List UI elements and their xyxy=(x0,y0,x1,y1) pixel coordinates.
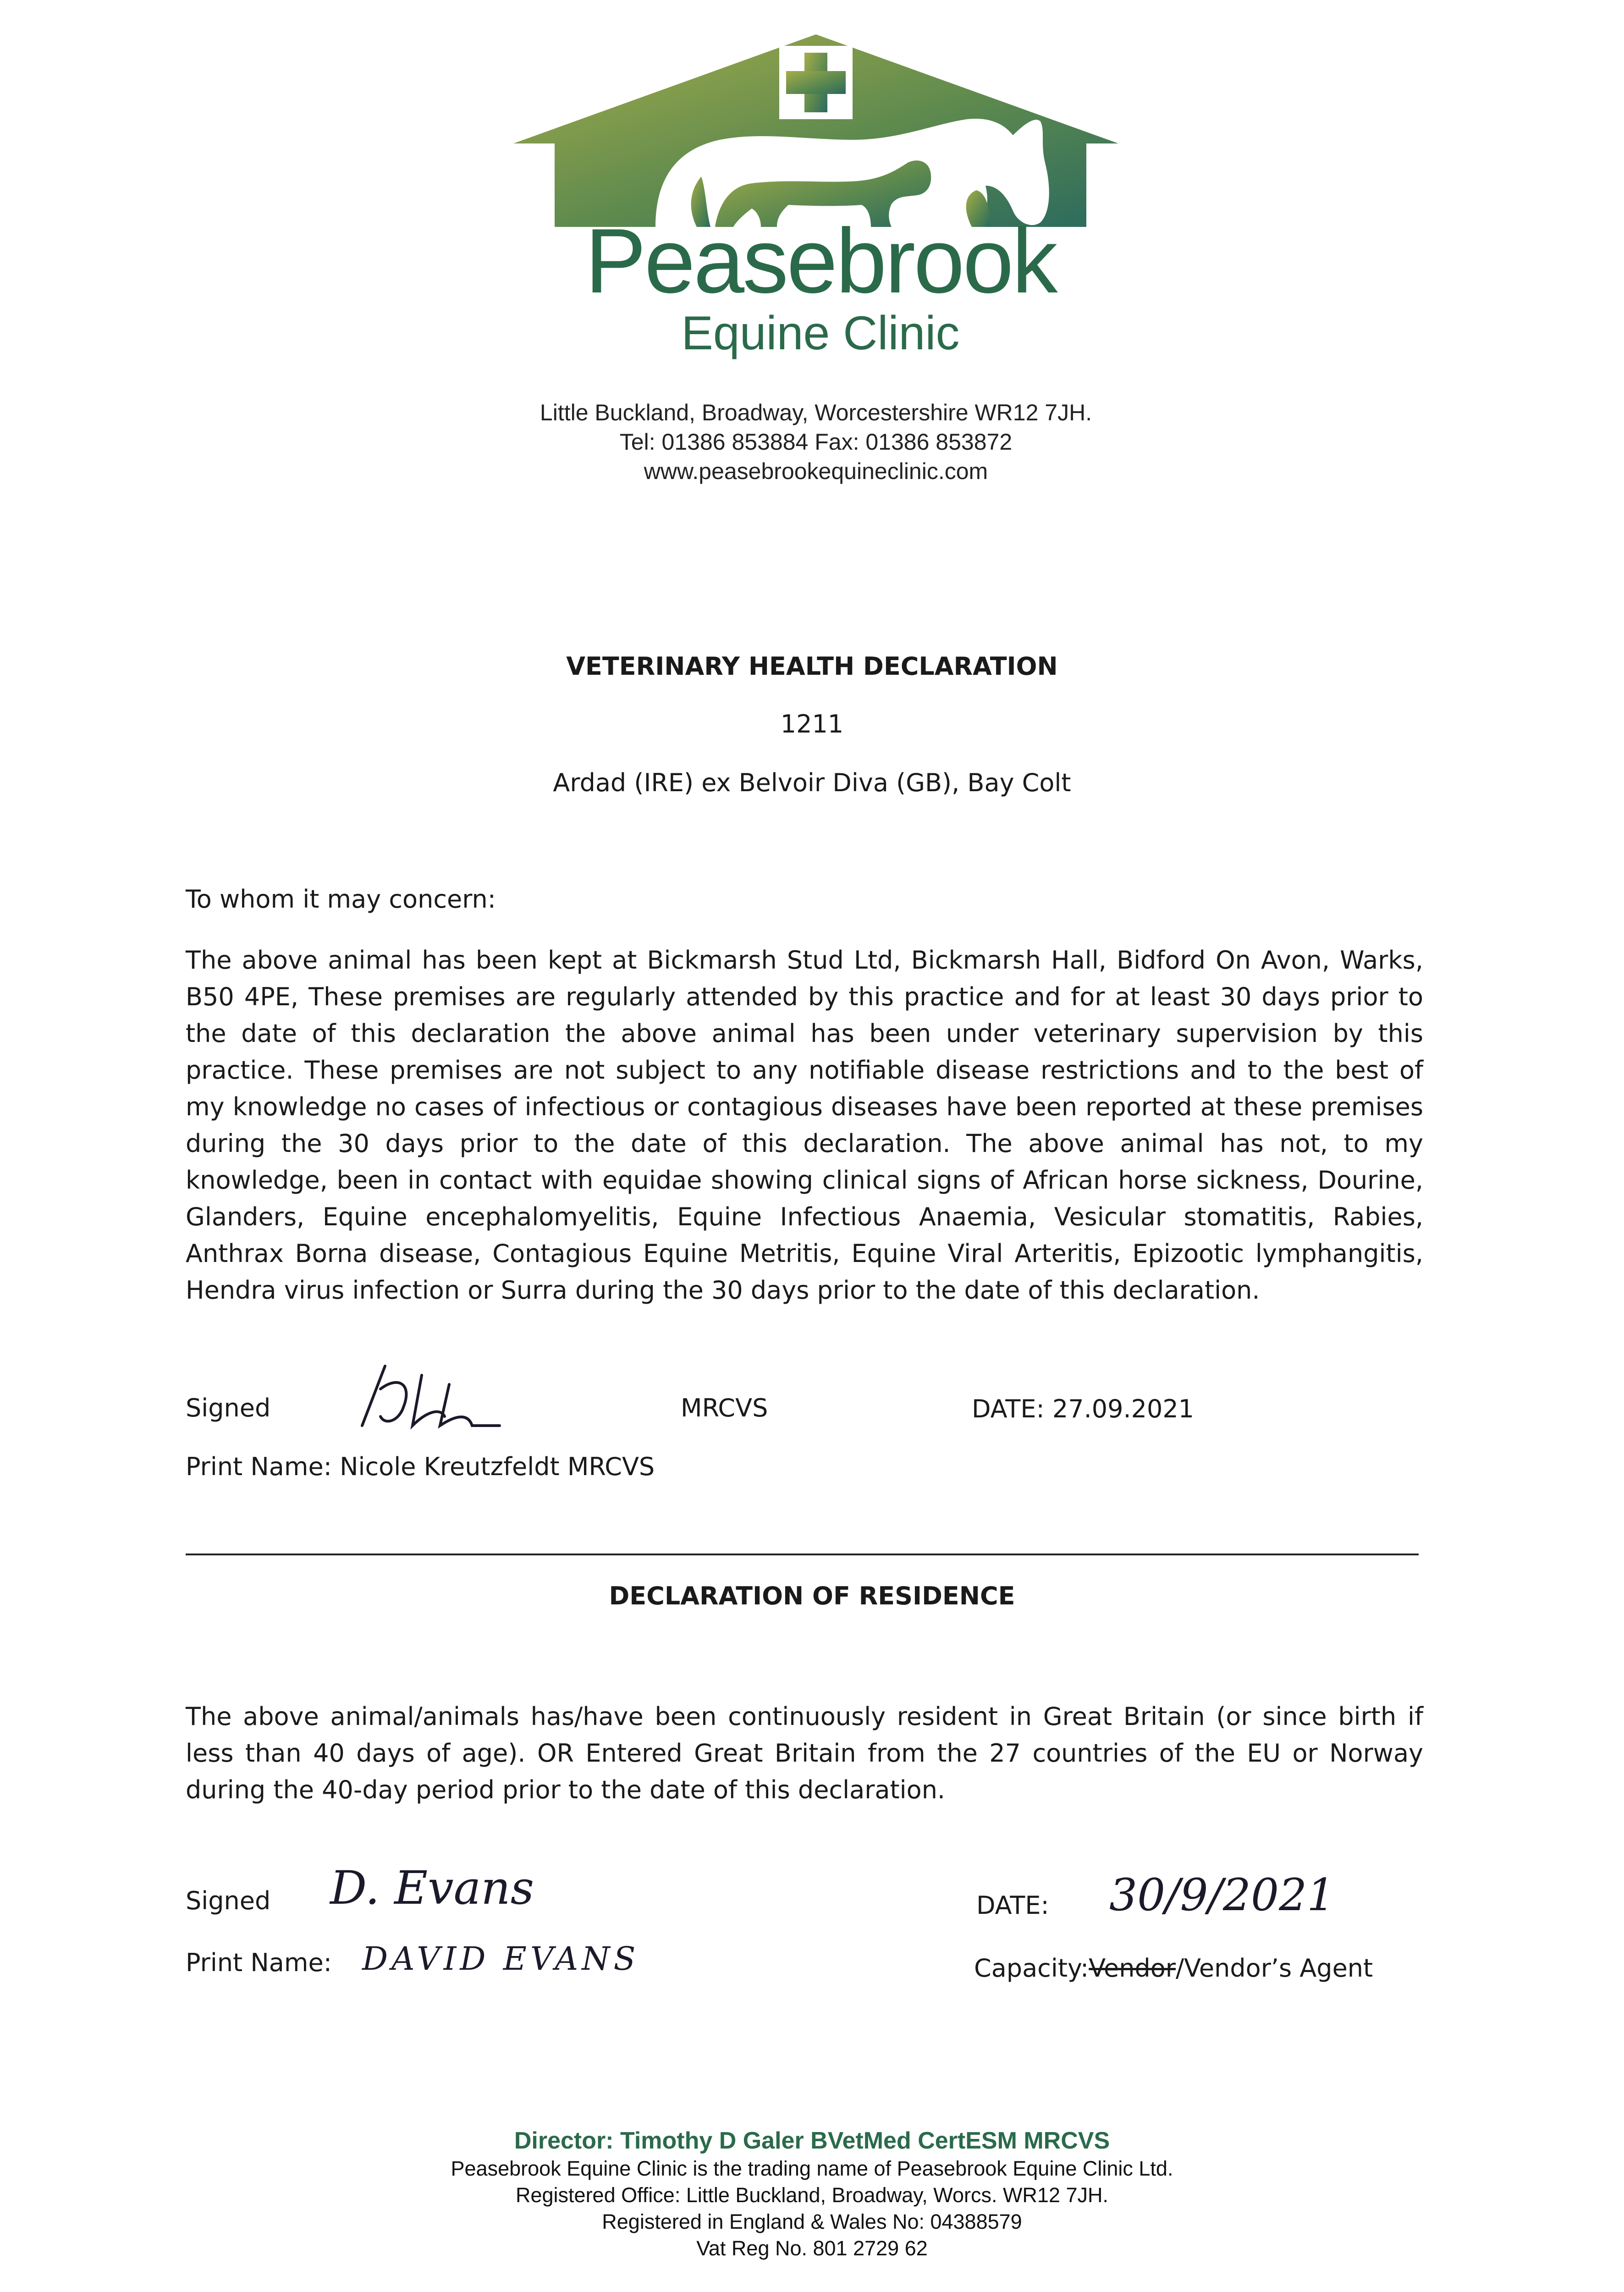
capacity-value: /Vendor’s Agent xyxy=(1175,1954,1373,1983)
footer xyxy=(0,2126,1624,2262)
residence-declaration-body: The above animal/animals has/have been continuously resident in Great Britain (or since birth if less than 40 days of age). OR Entered Great Britain from the 27 countries of the EU or Norway during the 40-day period prior to the date of this declaration. xyxy=(186,1702,1423,1804)
vendor-date-value: 30/9/2021 xyxy=(1109,1869,1335,1921)
website-link[interactable]: www.peasebrookequineclinic.com xyxy=(644,458,988,484)
health-declaration-body: The above animal has been kept at Bickmarsh Stud Ltd, Bickmarsh Hall, Bidford On Avon, Warks, B50 4PE, These premises are regularly attended by this practice and for at least 30 days prior to the date of this declaration the above animal has been under veterinary supervision by this practice. These premises are not subject to any notifiable disease restrictions and to the best of my knowledge no cases of infectious or contagious diseases have been reported at these premises during the 30 days prior to the date of this declaration. The above animal has not, to my knowledge, been in contact with equidae showing clinical signs of African horse sickness, Dourine, Glanders, Equine encephalomyelitis, Equine Infectious Anaemia, Vesicular stomatitis, Rabies, Anthrax Borna disease, Contagious Equine Metritis, Equine Viral Arteritis, Epizootic lymphangitis, Hendra virus infection or Surra during the 30 days prior to the date of this declaration. xyxy=(186,946,1423,1305)
footer-director: Director: Timothy D Galer BVetMed CertESM MRCVS xyxy=(514,2127,1110,2154)
animal-description: Ardad (IRE) ex Belvoir Diva (GB), Bay Colt xyxy=(553,768,1071,797)
vendor-print-name-value: DAVID EVANS xyxy=(362,1940,639,1978)
footer-trading-name: Peasebrook Equine Clinic is the trading name of Peasebrook Equine Clinic Ltd. xyxy=(451,2157,1173,2180)
vet-print-name-label: Print Name: xyxy=(186,1452,332,1481)
vet-date-label: DATE: xyxy=(972,1394,1045,1423)
reference-number: 1211 xyxy=(780,710,844,738)
vet-print-name-value: Nicole Kreutzfeldt MRCVS xyxy=(340,1452,655,1481)
vendor-capacity xyxy=(974,1954,1373,1983)
phone-line: Tel: 01386 853884 Fax: 01386 853872 xyxy=(619,429,1013,455)
vet-print-name xyxy=(186,1452,655,1481)
address-line: Little Buckland, Broadway, Worcestershire WR12 7JH. xyxy=(539,400,1092,425)
brand-name: Peasebrook xyxy=(585,210,1056,312)
footer-vat: Vat Reg No. 801 2729 62 xyxy=(696,2237,928,2260)
vet-signed-label: Signed xyxy=(186,1394,271,1422)
vendor-print-name-label: Print Name: xyxy=(186,1948,332,1977)
clinic-logo xyxy=(504,25,1128,236)
brand-subtitle: Equine Clinic xyxy=(681,307,960,360)
vendor-signature: D. Evans xyxy=(330,1861,534,1915)
vendor-date-label: DATE: xyxy=(976,1891,1049,1920)
health-declaration-title: VETERINARY HEALTH DECLARATION xyxy=(566,652,1058,681)
salutation: To whom it may concern: xyxy=(186,885,496,914)
residence-declaration-title: DECLARATION OF RESIDENCE xyxy=(609,1581,1015,1610)
medical-cross-icon xyxy=(779,46,853,119)
vet-signature xyxy=(348,1357,504,1439)
vet-date-value: 27.09.2021 xyxy=(1052,1394,1195,1423)
vendor-signed-label: Signed xyxy=(186,1886,271,1915)
vet-date xyxy=(972,1394,1194,1423)
capacity-label: Capacity: xyxy=(974,1954,1089,1983)
footer-registration: Registered in England & Wales No: 04388579 xyxy=(602,2210,1022,2233)
section-divider xyxy=(186,1554,1419,1555)
brand-block xyxy=(523,210,1118,360)
vet-post-nominal: MRCVS xyxy=(681,1394,768,1422)
clinic-address-block xyxy=(458,398,1173,486)
footer-registered-office: Registered Office: Little Buckland, Broadway, Worcs. WR12 7JH. xyxy=(515,2183,1109,2207)
capacity-struck-vendor: Vendor xyxy=(1089,1954,1176,1983)
